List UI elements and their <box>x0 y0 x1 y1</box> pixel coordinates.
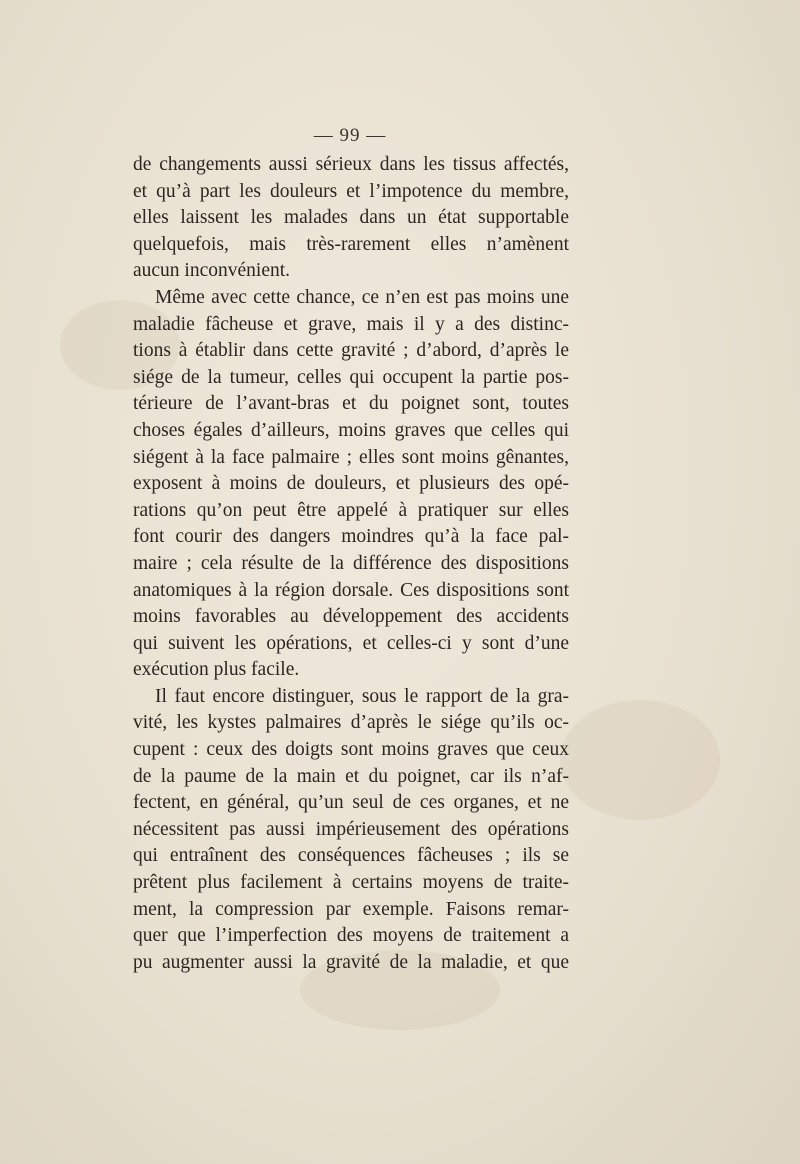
text-line: anatomiques à la région dorsale. Ces dispositions sont <box>133 579 569 601</box>
page-number: — 99 — <box>313 125 387 146</box>
text-line: ment, la compression par exemple. Faisons remar- <box>133 898 569 920</box>
text-line: quer que l’imperfection des moyens de traitement a <box>133 925 569 947</box>
text-line: de changements aussi sérieux dans les tissus affectés, <box>133 154 569 175</box>
paper-stain <box>560 700 720 820</box>
text-line: nécessitent pas aussi impérieusement des opérations <box>133 818 569 840</box>
text-line: elles laissent les malades dans un état supportable <box>133 207 569 229</box>
text-line: prêtent plus facilement à certains moyens de traite- <box>133 872 569 894</box>
text-line: tions à établir dans cette gravité ; d’abord, d’après le <box>133 340 569 362</box>
text-line: Il faut encore distinguer, sous le rapport de la gra- <box>155 685 569 707</box>
text-line: de la paume de la main et du poignet, car ils n’af- <box>133 765 569 787</box>
body-text <box>133 152 569 976</box>
text-line: quelquefois, mais très-rarement elles n’amènent <box>133 233 569 255</box>
text-line: maire ; cela résulte de la différence des dispositions <box>133 552 569 574</box>
text-line: fectent, en général, qu’un seul de ces organes, et ne <box>133 792 569 814</box>
text-line: vité, les kystes palmaires d’après le siége qu’ils oc- <box>133 712 569 734</box>
text-line: térieure de l’avant-bras et du poignet sont, toutes <box>133 393 569 415</box>
text-line: siégent à la face palmaire ; elles sont moins gênantes, <box>133 446 569 468</box>
text-line: cupent : ceux des doigts sont moins graves que ceux <box>133 739 569 761</box>
text-line: pu augmenter aussi la gravité de la maladie, et que <box>133 951 569 973</box>
text-line: Même avec cette chance, ce n’en est pas moins une <box>155 286 569 308</box>
text-line: exécution plus facile. <box>133 659 300 681</box>
text-line: qui suivent les opérations, et celles-ci y sont d’une <box>133 632 569 654</box>
text-line: maladie fâcheuse et grave, mais il y a des distinc- <box>133 313 569 335</box>
text-line: font courir des dangers moindres qu’à la face pal- <box>133 526 569 548</box>
text-line: exposent à moins de douleurs, et plusieurs des opé- <box>133 473 569 495</box>
text-line: moins favorables au développement des accidents <box>133 606 569 628</box>
text-line: aucun inconvénient. <box>133 260 291 282</box>
text-line: et qu’à part les douleurs et l’impotence du membre, <box>133 180 569 202</box>
text-line: rations qu’on peut être appelé à pratiquer sur elles <box>133 499 569 521</box>
text-line: siége de la tumeur, celles qui occupent la partie pos- <box>133 366 569 388</box>
text-line: qui entraînent des conséquences fâcheuses ; ils se <box>133 845 569 867</box>
text-line: choses égales d’ailleurs, moins graves que celles qui <box>133 419 569 441</box>
